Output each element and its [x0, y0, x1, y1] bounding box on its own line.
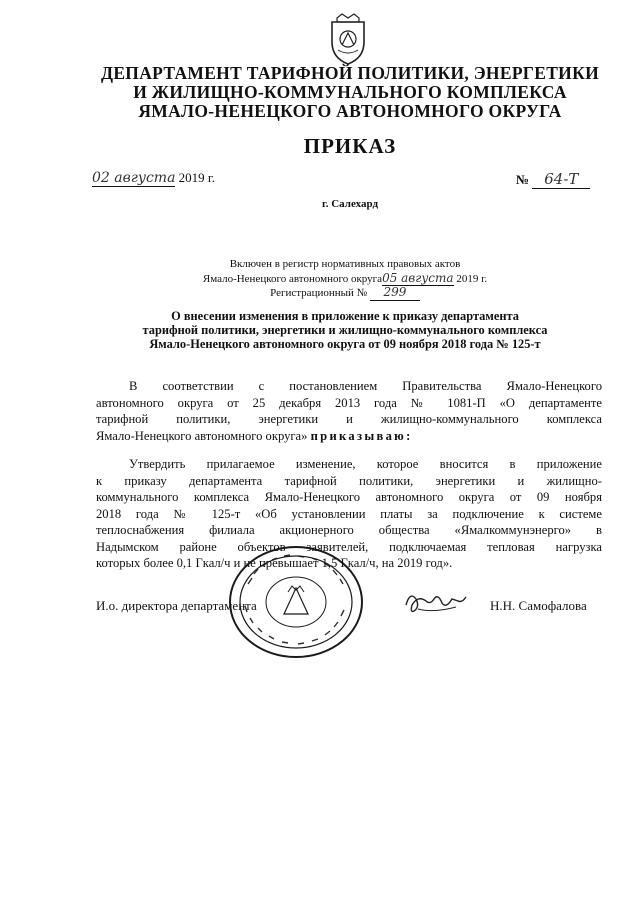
order-title-line-2: тарифной политики, энергетики и жилищно-коммунального комплекса — [142, 323, 548, 337]
document-type-heading: ПРИКАЗ — [303, 134, 397, 158]
preamble-line-3: тарифной политики, энергетики и жилищно-коммунального комплекса — [96, 412, 602, 426]
order-date-handwritten: 02 августа — [92, 170, 176, 186]
signatory-name: Н.Н. Самофалова — [490, 598, 587, 613]
operative-line-3: коммунального комплекса Ямало-Ненецкого автономного округа от 09 ноября — [96, 490, 602, 504]
operative-line-6: Надымском районе объектов заявителей, подключаемая тепловая нагрузка — [96, 539, 602, 554]
handwritten-signature-icon — [400, 585, 470, 619]
operative-line-2: к приказу департамента тарифной политики, энергетики и жилищно- — [96, 473, 602, 488]
registry-line-3: Регистрационный № 299 — [160, 286, 530, 301]
registry-number-handwritten: 299 — [370, 286, 420, 301]
operative-line-5: теплоснабжения филиала акционерного общества «Ямалкоммунэнерго» в — [96, 523, 602, 537]
order-title-line-3: Ямало-Ненецкого автономного округа от 09 ноября 2018 года № 125-т — [149, 337, 541, 351]
order-word: приказываю: — [310, 428, 413, 443]
order-title-line-1: О внесении изменения в приложение к приказу департамента — [171, 309, 519, 323]
department-name-line-2: И ЖИЛИЩНО-КОММУНАЛЬНОГО КОМПЛЕКСА — [133, 82, 567, 102]
order-number — [516, 170, 590, 189]
coat-of-arms-icon — [326, 12, 370, 66]
city: г. Салехард — [321, 198, 379, 210]
registry-line-2: Ямало-Ненецкого автономного округа05 августа 2019 г. — [202, 270, 488, 285]
department-name-line-1: ДЕПАРТАМЕНТ ТАРИФНОЙ ПОЛИТИКИ, ЭНЕРГЕТИКИ — [100, 63, 599, 83]
operative-line-4: 2018 года № 125-т «Об установлении платы за подключение к системе — [96, 506, 602, 521]
department-name-line-3: ЯМАЛО-НЕНЕЦКОГО АВТОНОМНОГО ОКРУГА — [138, 101, 562, 121]
order-date — [92, 170, 215, 187]
operative-line-7: которых более 0,1 Гкал/ч и не превышает 1,5 Гкал/ч, на 2019 год». — [96, 556, 453, 570]
operative-line-1: Утвердить прилагаемое изменение, которое вносится в приложение — [129, 457, 602, 471]
preamble-line-2: автономного округа от 25 декабря 2013 года № 1081-П «О департаменте — [96, 395, 602, 410]
order-title — [90, 309, 600, 351]
order-number-sign: № — [516, 172, 530, 187]
order-date-year: 2019 г. — [178, 170, 216, 185]
order-number-handwritten: 64-Т — [532, 170, 590, 189]
preamble-paragraph — [96, 378, 602, 444]
preamble-line-1: В соответствии с постановлением Правительства Ямало-Ненецкого — [129, 379, 602, 393]
registry-line-1: Включен в регистр нормативных правовых актов — [229, 258, 461, 270]
department-name — [60, 64, 640, 121]
registry-date-handwritten: 05 августа — [382, 270, 454, 285]
preamble-line-4: Ямало-Ненецкого автономного округа» приказываю: — [96, 428, 413, 443]
registry-note — [160, 258, 530, 301]
signatory-position: И.о. директора департамента — [96, 598, 257, 613]
